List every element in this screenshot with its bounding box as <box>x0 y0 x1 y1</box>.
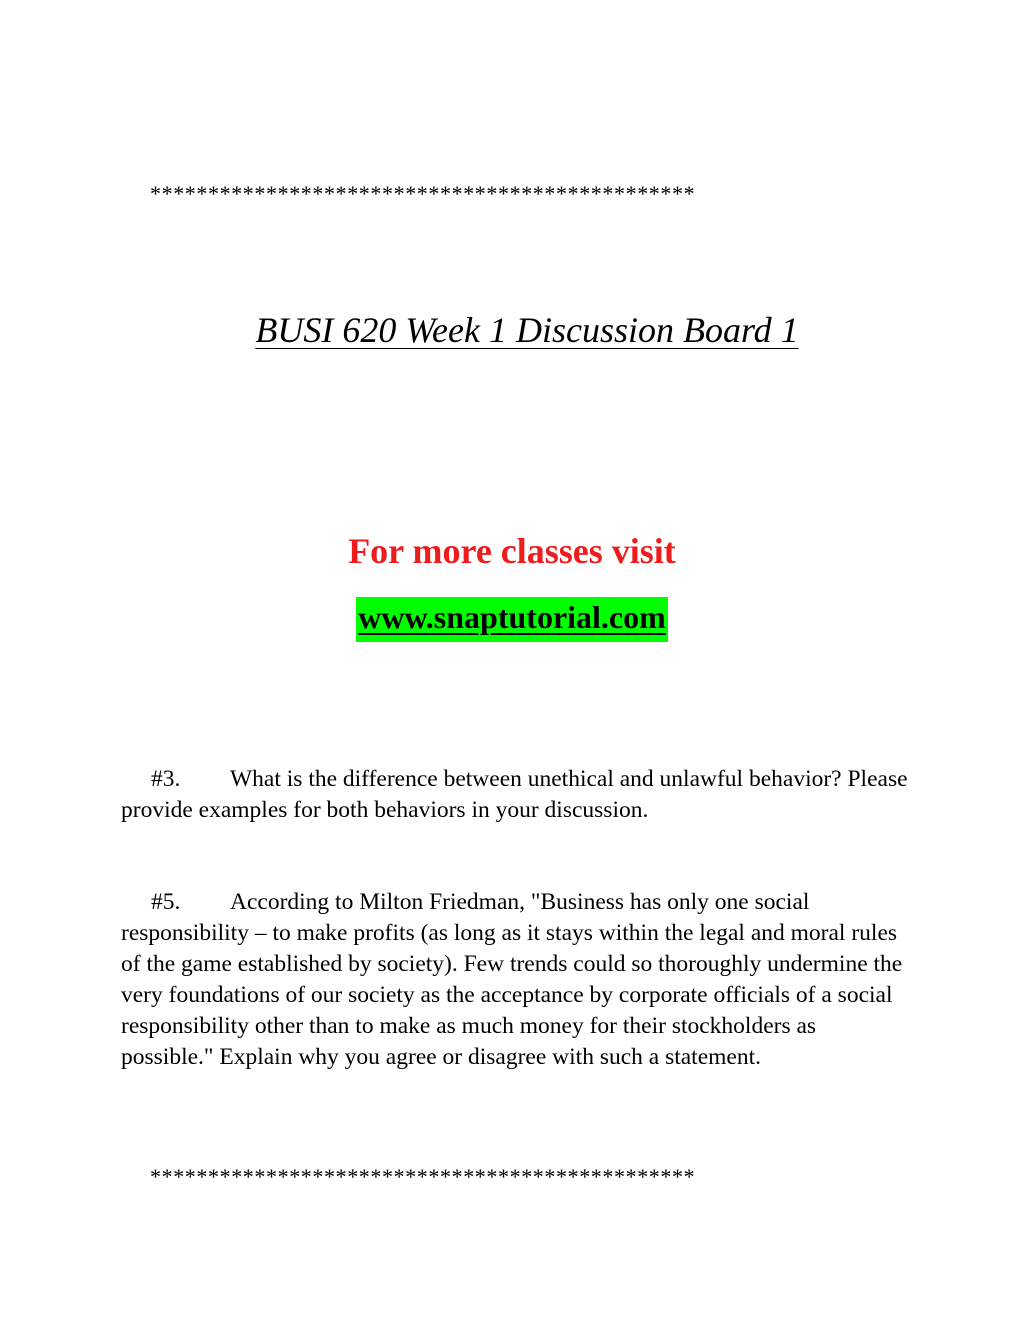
top-separator: *********************************************** <box>150 181 696 206</box>
question-number: #3. <box>151 766 181 792</box>
question-number: #5. <box>151 889 181 915</box>
bottom-separator: *********************************************** <box>150 1164 696 1189</box>
promo-heading: For more classes visit <box>348 531 676 571</box>
website-link[interactable]: www.snaptutorial.com <box>356 597 668 642</box>
question-5 <box>121 887 911 1073</box>
question-text: According to Milton Friedman, "Business has only one social responsibility – to make profits (as long as it stays within the legal and moral rules of the game established by society). Few trends could so thoroughly undermine the very foundations of our society as the acceptance by corporate officials of a social responsibility other than to make as much money for their stockholders as possible." Explain why you agree or disagree with such a statement. <box>121 889 903 1070</box>
question-3 <box>121 764 911 826</box>
question-text: What is the difference between unethical and unlawful behavior? Please provide examples for both behaviors in your discussion. <box>121 766 908 823</box>
promo-link-container <box>0 597 1024 642</box>
document-title: BUSI 620 Week 1 Discussion Board 1 <box>255 310 799 350</box>
